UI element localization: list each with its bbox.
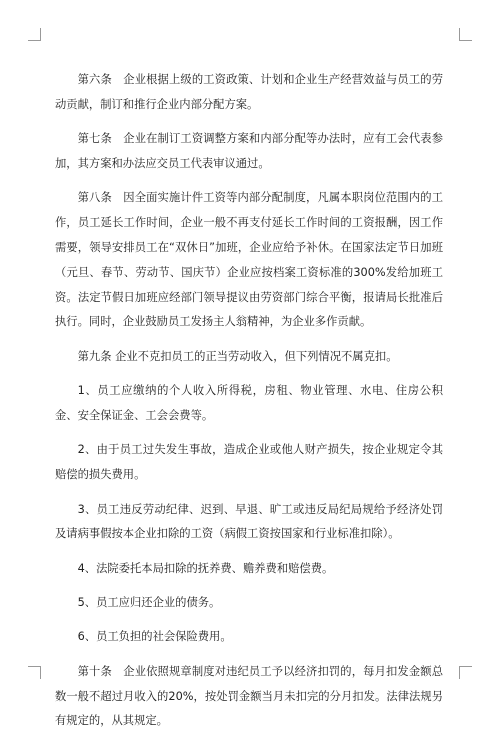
crop-mark-top-right	[459, 28, 472, 41]
document-body	[55, 68, 443, 744]
article-9: 第九条 企业不克扣员工的正当劳动收入，但下列情况不属克扣。	[77, 349, 398, 363]
crop-mark-top-left	[28, 28, 41, 41]
crop-mark-bottom-right	[459, 666, 472, 679]
list-item: 3、员工违反劳动纪律、迟到、早退、旷工或违反局纪局规给予经济处罚及请病事假按本企业扣除的工资（病假工资按国家和行业标准扣除）。	[55, 502, 443, 541]
article-6: 第六条 企业根据上级的工资政策、计划和企业生产经营效益与员工的劳动贡献，制订和推行企业内部分配方案。	[55, 73, 443, 111]
article-8: 第八条 因全面实施计件工资等内部分配制度，凡属本职岗位范围内的工作，员工延长工作时间，企业一般不再支付延长工作时间的工资报酬，因工作需要，领导安排员工在“双休日”加班，企业应给予补休。在国家法定节日加班（元旦、春节、劳动节、国庆节）企业应按档案工资标准的300%发给加班工资。法定节假日加班应经部门领导提议由劳资部门综合平衡，报请局长批准后执行。同时，企业鼓励员工发扬主人翁精神，为企业多作贡献。	[55, 191, 443, 329]
article-7: 第七条 企业在制订工资调整方案和内部分配等办法时，应有工会代表参加，其方案和办法应交员工代表审议通过。	[55, 132, 443, 170]
list-item: 6、员工负担的社会保险费用。	[77, 630, 232, 644]
list-item: 1、员工应缴纳的个人收入所得税，房租、物业管理、水电、住房公积金、安全保证金、工会会费等。	[55, 384, 443, 422]
crop-mark-bottom-left	[28, 666, 41, 679]
list-item: 2、由于员工过失发生事故，造成企业或他人财产损失，按企业规定令其赔偿的损失费用。	[55, 443, 443, 482]
list-item: 4、法院委托本局扣除的抚养费、赡养费和赔偿费。	[77, 561, 334, 575]
list-item: 5、员工应归还企业的债务。	[77, 596, 221, 610]
article-10: 第十条 企业依照规章制度对违纪员工予以经济扣罚的，每月扣发金额总数一般不超过月收入的20%，按处罚金额当月未扣完的分月扣发。法律法规另有规定的，从其规定。	[55, 664, 443, 728]
